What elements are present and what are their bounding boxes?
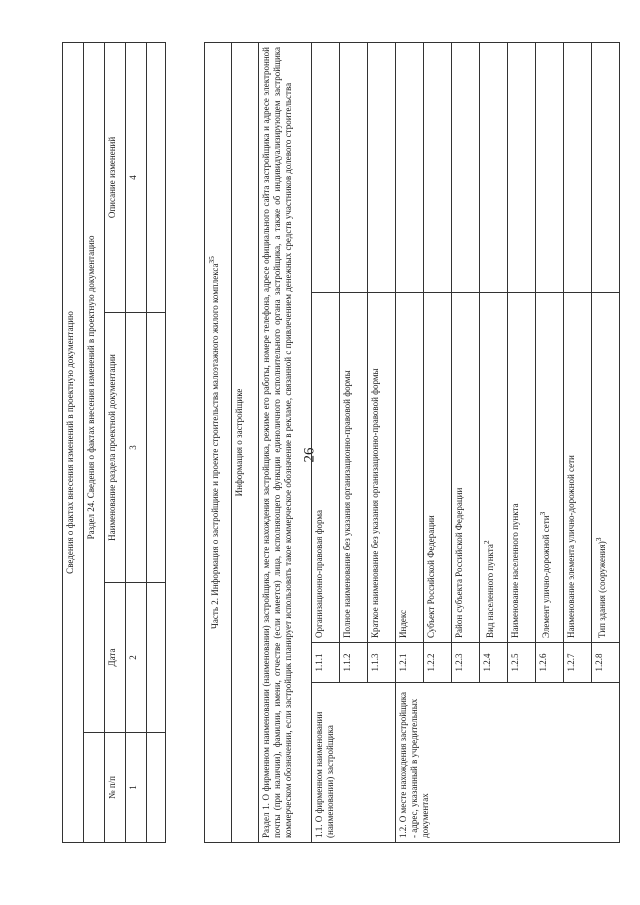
row-value	[424, 43, 452, 293]
row-number: 1.1.3	[368, 643, 396, 683]
header-section-name: Наименование раздела проектной документации	[105, 313, 126, 583]
empty-cell	[147, 583, 166, 733]
row-label: Район субъекта Российской Федерации	[452, 293, 480, 643]
row-number: 1.1.1	[312, 643, 340, 683]
row-value	[480, 43, 508, 293]
row-value	[564, 43, 592, 293]
empty-cell	[147, 42, 166, 312]
header-number: № п/п	[105, 733, 126, 843]
group-1-2-label: 1.2. О месте нахождения застройщика - адрес, указанный в учредительных документах	[396, 683, 620, 843]
empty-cell	[147, 313, 166, 583]
row-number: 1.1.2	[340, 643, 368, 683]
part-2-title: Часть 2. Информация о застройщике и проекте строительства малоэтажного жилого комплекса$^{35}$	[205, 43, 232, 843]
header-description: Описание изменений	[105, 42, 126, 312]
page-number: 26	[301, 447, 318, 463]
row-label: Элемент улично-дорожной сети$^3$	[536, 293, 564, 643]
row-label: Организационно-правовая форма	[312, 293, 340, 643]
row-label: Наименование населенного пункта	[508, 293, 536, 643]
row-number: 1.2.7	[564, 643, 592, 683]
row-value	[396, 43, 424, 293]
row-number: 1.2.4	[480, 643, 508, 683]
row-number: 1.2.6	[536, 643, 564, 683]
row-number: 1.2.5	[508, 643, 536, 683]
info-heading: Информация о застройщике	[232, 43, 259, 843]
row-value	[592, 43, 620, 293]
group-1-1-label: 1.1. О фирменном наименовании (наименовании) застройщика	[312, 683, 396, 843]
row-label: Субъект Российской Федерации	[424, 293, 452, 643]
row-value	[312, 43, 340, 293]
row-value	[452, 43, 480, 293]
developer-info-table	[204, 42, 620, 843]
row-value	[536, 43, 564, 293]
row-number: 1.2.3	[452, 643, 480, 683]
section-1-intro: Раздел 1. О фирменном наименовании (наименовании) застройщика, месте нахождения застройщика, режиме его работы, номере телефона, адресе официального сайта застройщика и адресе электронной почты (при наличии), фамилии, имени, отчестве (если имеется) лица, исполняющего функции единоличного исполнительного органа застройщика, а также об индивидуализирующем застройщика коммерческом обозначении, если застройщик планирует использовать такое коммерческое обозначение в рекламе, связанной с привлечением денежных средств участников долевого строительства	[259, 43, 312, 843]
row-label: Наименование элемента улично-дорожной сети	[564, 293, 592, 643]
changes-table-title: Сведения о фактах внесения изменений в проектную документацию	[63, 42, 84, 842]
row-value	[368, 43, 396, 293]
changes-table	[62, 42, 166, 843]
row-value	[508, 43, 536, 293]
row-label: Тип здания (сооружения)$^3$	[592, 293, 620, 643]
row-label: Индекс	[396, 293, 424, 643]
index-cell-2: 2	[126, 583, 147, 733]
row-number: 1.2.1	[396, 643, 424, 683]
rotated-sheet	[62, 43, 607, 843]
index-cell-1: 1	[126, 733, 147, 843]
index-cell-3: 3	[126, 313, 147, 583]
row-label: Полное наименование без указания организационно-правовой формы	[340, 293, 368, 643]
row-value	[340, 43, 368, 293]
index-cell-4: 4	[126, 42, 147, 312]
row-number: 1.2.2	[424, 643, 452, 683]
header-date: Дата	[105, 583, 126, 733]
row-label: Вид населенного пункта$^2$	[480, 293, 508, 643]
row-label: Краткое наименование без указания организационно-правовой формы	[368, 293, 396, 643]
section-24-title: Раздел 24. Сведения о фактах внесения изменений в проектную документацию	[84, 42, 105, 732]
row-number: 1.2.8	[592, 643, 620, 683]
empty-cell	[147, 733, 166, 843]
